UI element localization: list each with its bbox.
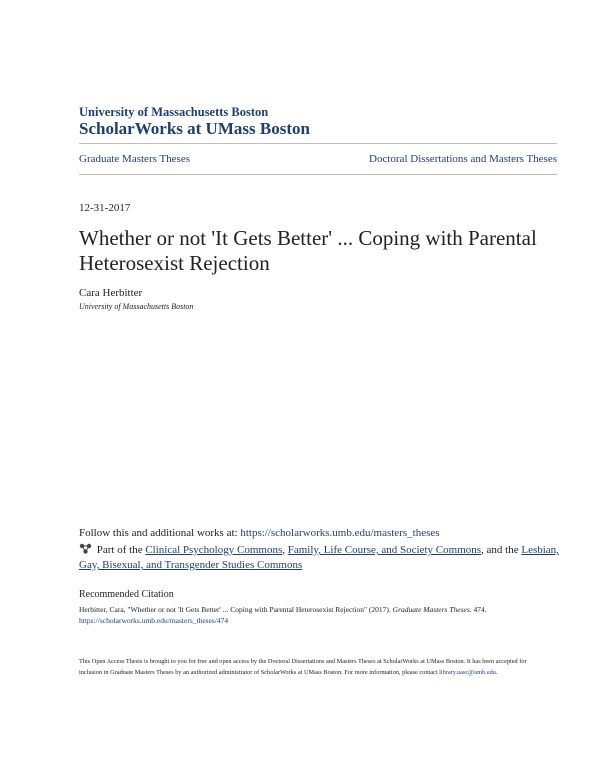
- citation-url[interactable]: https://scholarworks.umb.edu/masters_theses/474: [79, 616, 229, 625]
- network-icon: [79, 543, 92, 554]
- author-name: Cara Herbitter: [79, 287, 143, 299]
- contact-email-link[interactable]: library.uasc@umb.edu: [439, 669, 496, 676]
- citation-heading: Recommended Citation: [79, 589, 174, 600]
- bottom-divider: [79, 174, 557, 175]
- follow-line: [79, 527, 440, 539]
- repository-name[interactable]: ScholarWorks at UMass Boston: [79, 119, 310, 138]
- family-life-course-link[interactable]: Family, Life Course, and Society Commons: [287, 544, 482, 556]
- open-access-note: [79, 656, 539, 678]
- document-title: Whether or not 'It Gets Better' ... Coping with Parental Heterosexist Rejection: [79, 226, 537, 275]
- part-of-commons: [79, 543, 559, 573]
- follow-label: Follow this and additional works at:: [79, 527, 238, 539]
- citation-number: . 474.: [469, 605, 487, 614]
- access-end: .: [495, 669, 498, 676]
- publication-date: 12-31-2017: [79, 202, 131, 214]
- part-of-sep2: , and the: [481, 544, 519, 556]
- citation-body: Herbitter, Cara, "Whether or not 'It Gets Better' ... Coping with Parental Heterosexist Rejection" (2017).: [79, 605, 391, 614]
- clinical-psychology-link[interactable]: Clinical Psychology Commons: [145, 544, 283, 556]
- graduate-theses-link[interactable]: Graduate Masters Theses: [79, 153, 190, 165]
- repository-header: [79, 105, 310, 139]
- author-affiliation: University of Massachusetts Boston: [79, 302, 194, 311]
- part-of-sep1: ,: [282, 544, 285, 556]
- citation-series: Graduate Masters Theses: [392, 605, 470, 614]
- citation-text: [79, 604, 559, 626]
- access-text: This Open Access Thesis is brought to you for free and open access by the Doctoral Dissertations and Masters Theses at ScholarWorks at UMass Boston. It has been accepted for inclusion in Graduate Masters Theses by an authorized administrator of ScholarWorks at UMass Boston. For more information, please contact: [79, 658, 527, 676]
- lgbt-studies-link[interactable]: Lesbian, Gay, Bisexual, and Transgender Studies Commons: [79, 544, 559, 571]
- part-of-prefix: Part of the: [96, 544, 143, 556]
- university-name: University of Massachusetts Boston: [79, 105, 269, 119]
- dissertations-link[interactable]: Doctoral Dissertations and Masters Theses: [369, 153, 557, 165]
- masters-theses-url[interactable]: https://scholarworks.umb.edu/masters_theses: [240, 527, 440, 539]
- top-divider: [79, 143, 557, 144]
